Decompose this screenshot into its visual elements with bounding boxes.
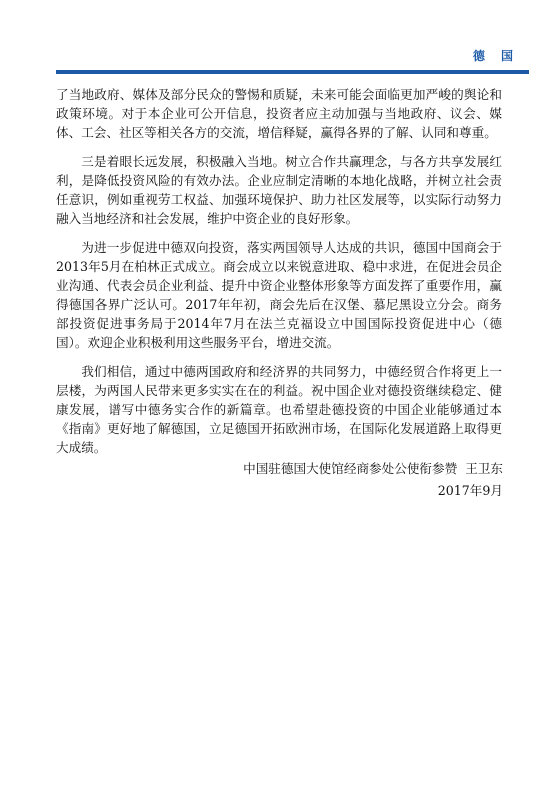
header-divider xyxy=(56,70,529,74)
paragraph-1: 了当地政府、媒体及部分民众的警惕和质疑，未来可能会面临更加严峻的舆论和政策环境。对于本企业可公开信息，投资者应主动加强与当地政府、议会、媒体、工会、社区等相关各方的交流，增信释疑，赢得各界的了解、认同和尊重。 xyxy=(56,87,502,140)
paragraph-3: 为进一步促进中德双向投资，落实两国领导人达成的共识，德国中国商会于2013年5月在柏林正式成立。商会成立以来锐意进取、稳中求进，在促进会员企业沟通、代表会员企业利益、提升中资企业整体形象等方面发挥了重要作用，赢得德国各界广泛认可。2017年年初，商会先后在汉堡、慕尼黑设立分会。商务部投资促进事务局于2014年7月在法兰克福设立中国国际投资促进中心（德国）。欢迎企业积极利用这些服务平台，增进交流。 xyxy=(56,240,502,350)
signature-block xyxy=(243,458,503,502)
body-text xyxy=(56,85,502,467)
signature-author: 中国驻德国大使馆经商参处公使衔参赞 王卫东 xyxy=(243,461,503,476)
header-country-label: 德 国 xyxy=(472,49,519,63)
signature-date: 2017年9月 xyxy=(437,483,503,498)
paragraph-2: 三是着眼长远发展，积极融入当地。树立合作共赢理念，与各方共享发展红利，是降低投资风险的有效办法。企业应制定清晰的本地化战略，并树立社会责任意识，例如重视劳工权益、加强环境保护、助力社区发展等，以实际行动努力融入当地经济和社会发展，维护中资企业的良好形象。 xyxy=(56,154,502,226)
paragraph-4: 我们相信，通过中德两国政府和经济界的共同努力，中德经贸合作将更上一层楼，为两国人民带来更多实实在在的利益。祝中国企业对德投资继续稳定、健康发展，谱写中德务实合作的新篇章。也希望赴德投资的中国企业能够通过本《指南》更好地了解德国，立足德国开拓欧洲市场，在国际化发展道路上取得更大成绩。 xyxy=(56,364,502,455)
